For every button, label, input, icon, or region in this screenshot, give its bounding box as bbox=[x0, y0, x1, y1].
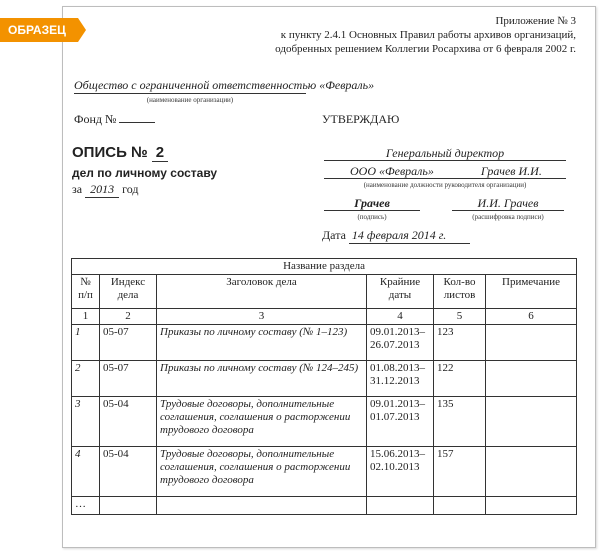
table-header-row bbox=[72, 275, 577, 309]
table-row bbox=[72, 397, 577, 447]
row-sheets: 122 bbox=[434, 361, 486, 397]
row-sheets: 123 bbox=[434, 325, 486, 361]
table-row bbox=[72, 447, 577, 497]
column-number: 2 bbox=[100, 309, 157, 325]
column-number: 6 bbox=[486, 309, 577, 325]
approve-position-caption: (наименование должности руководителя организации) bbox=[363, 181, 527, 189]
approve-signature: Грачев bbox=[324, 196, 420, 211]
inventory-year-line bbox=[72, 182, 138, 198]
table-row-ellipsis bbox=[72, 497, 577, 515]
row-ellipsis: … bbox=[72, 497, 100, 515]
organization-name: Общество с ограниченной ответственностью «Февраль» bbox=[74, 78, 375, 92]
year-prefix: за bbox=[72, 182, 83, 196]
empty-cell bbox=[434, 497, 486, 515]
column-number: 3 bbox=[157, 309, 367, 325]
empty-cell bbox=[367, 497, 434, 515]
row-index: 05-07 bbox=[100, 325, 157, 361]
approve-date-line bbox=[322, 228, 470, 244]
row-dates: 09.01.2013– 26.07.2013 bbox=[367, 325, 434, 361]
approve-director-name: Грачев И.И. bbox=[480, 164, 542, 178]
fond-number-blank bbox=[119, 112, 155, 123]
column-number: 1 bbox=[72, 309, 100, 325]
row-title: Приказы по личному составу (№ 1–123) bbox=[157, 325, 367, 361]
organization-caption: (наименование организации) bbox=[146, 96, 234, 104]
header-cell: Крайние даты bbox=[367, 275, 434, 309]
column-number: 5 bbox=[434, 309, 486, 325]
approve-company-line bbox=[324, 164, 566, 179]
row-number: 3 bbox=[72, 397, 100, 447]
row-title: Приказы по личному составу (№ 124–245) bbox=[157, 361, 367, 397]
approve-decoding: И.И. Грачев bbox=[452, 196, 564, 211]
inventory-title-line bbox=[72, 144, 168, 162]
empty-cell bbox=[486, 497, 577, 515]
appendix-block bbox=[275, 14, 576, 56]
row-index: 05-07 bbox=[100, 361, 157, 397]
badge-label: ОБРАЗЕЦ bbox=[8, 23, 66, 37]
row-dates: 09.01.2013– 01.07.2013 bbox=[367, 397, 434, 447]
inventory-table bbox=[71, 258, 577, 515]
row-note bbox=[486, 361, 577, 397]
inventory-title: ОПИСЬ № bbox=[72, 144, 148, 161]
table-row bbox=[72, 361, 577, 397]
column-number: 4 bbox=[367, 309, 434, 325]
approve-position: Генеральный директор bbox=[324, 146, 566, 161]
fond-label: Фонд № bbox=[74, 112, 117, 126]
approve-date-value: 14 февраля 2014 г. bbox=[349, 228, 470, 244]
row-note bbox=[486, 325, 577, 361]
table-row bbox=[72, 325, 577, 361]
row-note bbox=[486, 397, 577, 447]
header-cell: Заголовок дела bbox=[157, 275, 367, 309]
header-cell: № п/п bbox=[72, 275, 100, 309]
row-sheets: 135 bbox=[434, 397, 486, 447]
header-cell: Примечание bbox=[486, 275, 577, 309]
approve-date-label: Дата bbox=[322, 228, 346, 242]
row-number: 1 bbox=[72, 325, 100, 361]
table-section-row bbox=[72, 259, 577, 275]
empty-cell bbox=[100, 497, 157, 515]
row-dates: 15.06.2013– 02.10.2013 bbox=[367, 447, 434, 497]
row-index: 05-04 bbox=[100, 397, 157, 447]
year-suffix: год bbox=[122, 182, 139, 196]
approve-decoding-caption: (расшифровка подписи) bbox=[472, 213, 544, 221]
appendix-line-1: Приложение № 3 bbox=[495, 15, 576, 27]
row-sheets: 157 bbox=[434, 447, 486, 497]
row-index: 05-04 bbox=[100, 447, 157, 497]
row-title: Трудовые договоры, дополнительные соглашения, соглашения о расторжении трудового договора bbox=[157, 447, 367, 497]
row-number: 2 bbox=[72, 361, 100, 397]
inventory-year: 2013 bbox=[85, 182, 119, 198]
section-title: Название раздела bbox=[72, 259, 577, 275]
table-column-numbers-row bbox=[72, 309, 577, 325]
approve-title: УТВЕРЖДАЮ bbox=[322, 112, 400, 126]
appendix-line-2: к пункту 2.4.1 Основных Правил работы архивов организаций, bbox=[280, 29, 576, 41]
inventory-number: 2 bbox=[152, 144, 168, 162]
approve-signature-caption: (подпись) bbox=[357, 213, 387, 221]
header-cell: Индекс дела bbox=[100, 275, 157, 309]
header-cell: Кол-во листов bbox=[434, 275, 486, 309]
row-title: Трудовые договоры, дополнительные соглашения, соглашения о расторжении трудового договора bbox=[157, 397, 367, 447]
empty-cell bbox=[157, 497, 367, 515]
row-note bbox=[486, 447, 577, 497]
inventory-subtitle: дел по личному составу bbox=[72, 166, 218, 180]
fond-line bbox=[74, 112, 155, 127]
approve-company: ООО «Февраль» bbox=[350, 164, 434, 178]
appendix-line-3: одобренных решением Коллегии Росархива от 6 февраля 2002 г. bbox=[275, 43, 576, 55]
row-dates: 01.08.2013– 31.12.2013 bbox=[367, 361, 434, 397]
sample-badge bbox=[0, 18, 86, 42]
row-number: 4 bbox=[72, 447, 100, 497]
